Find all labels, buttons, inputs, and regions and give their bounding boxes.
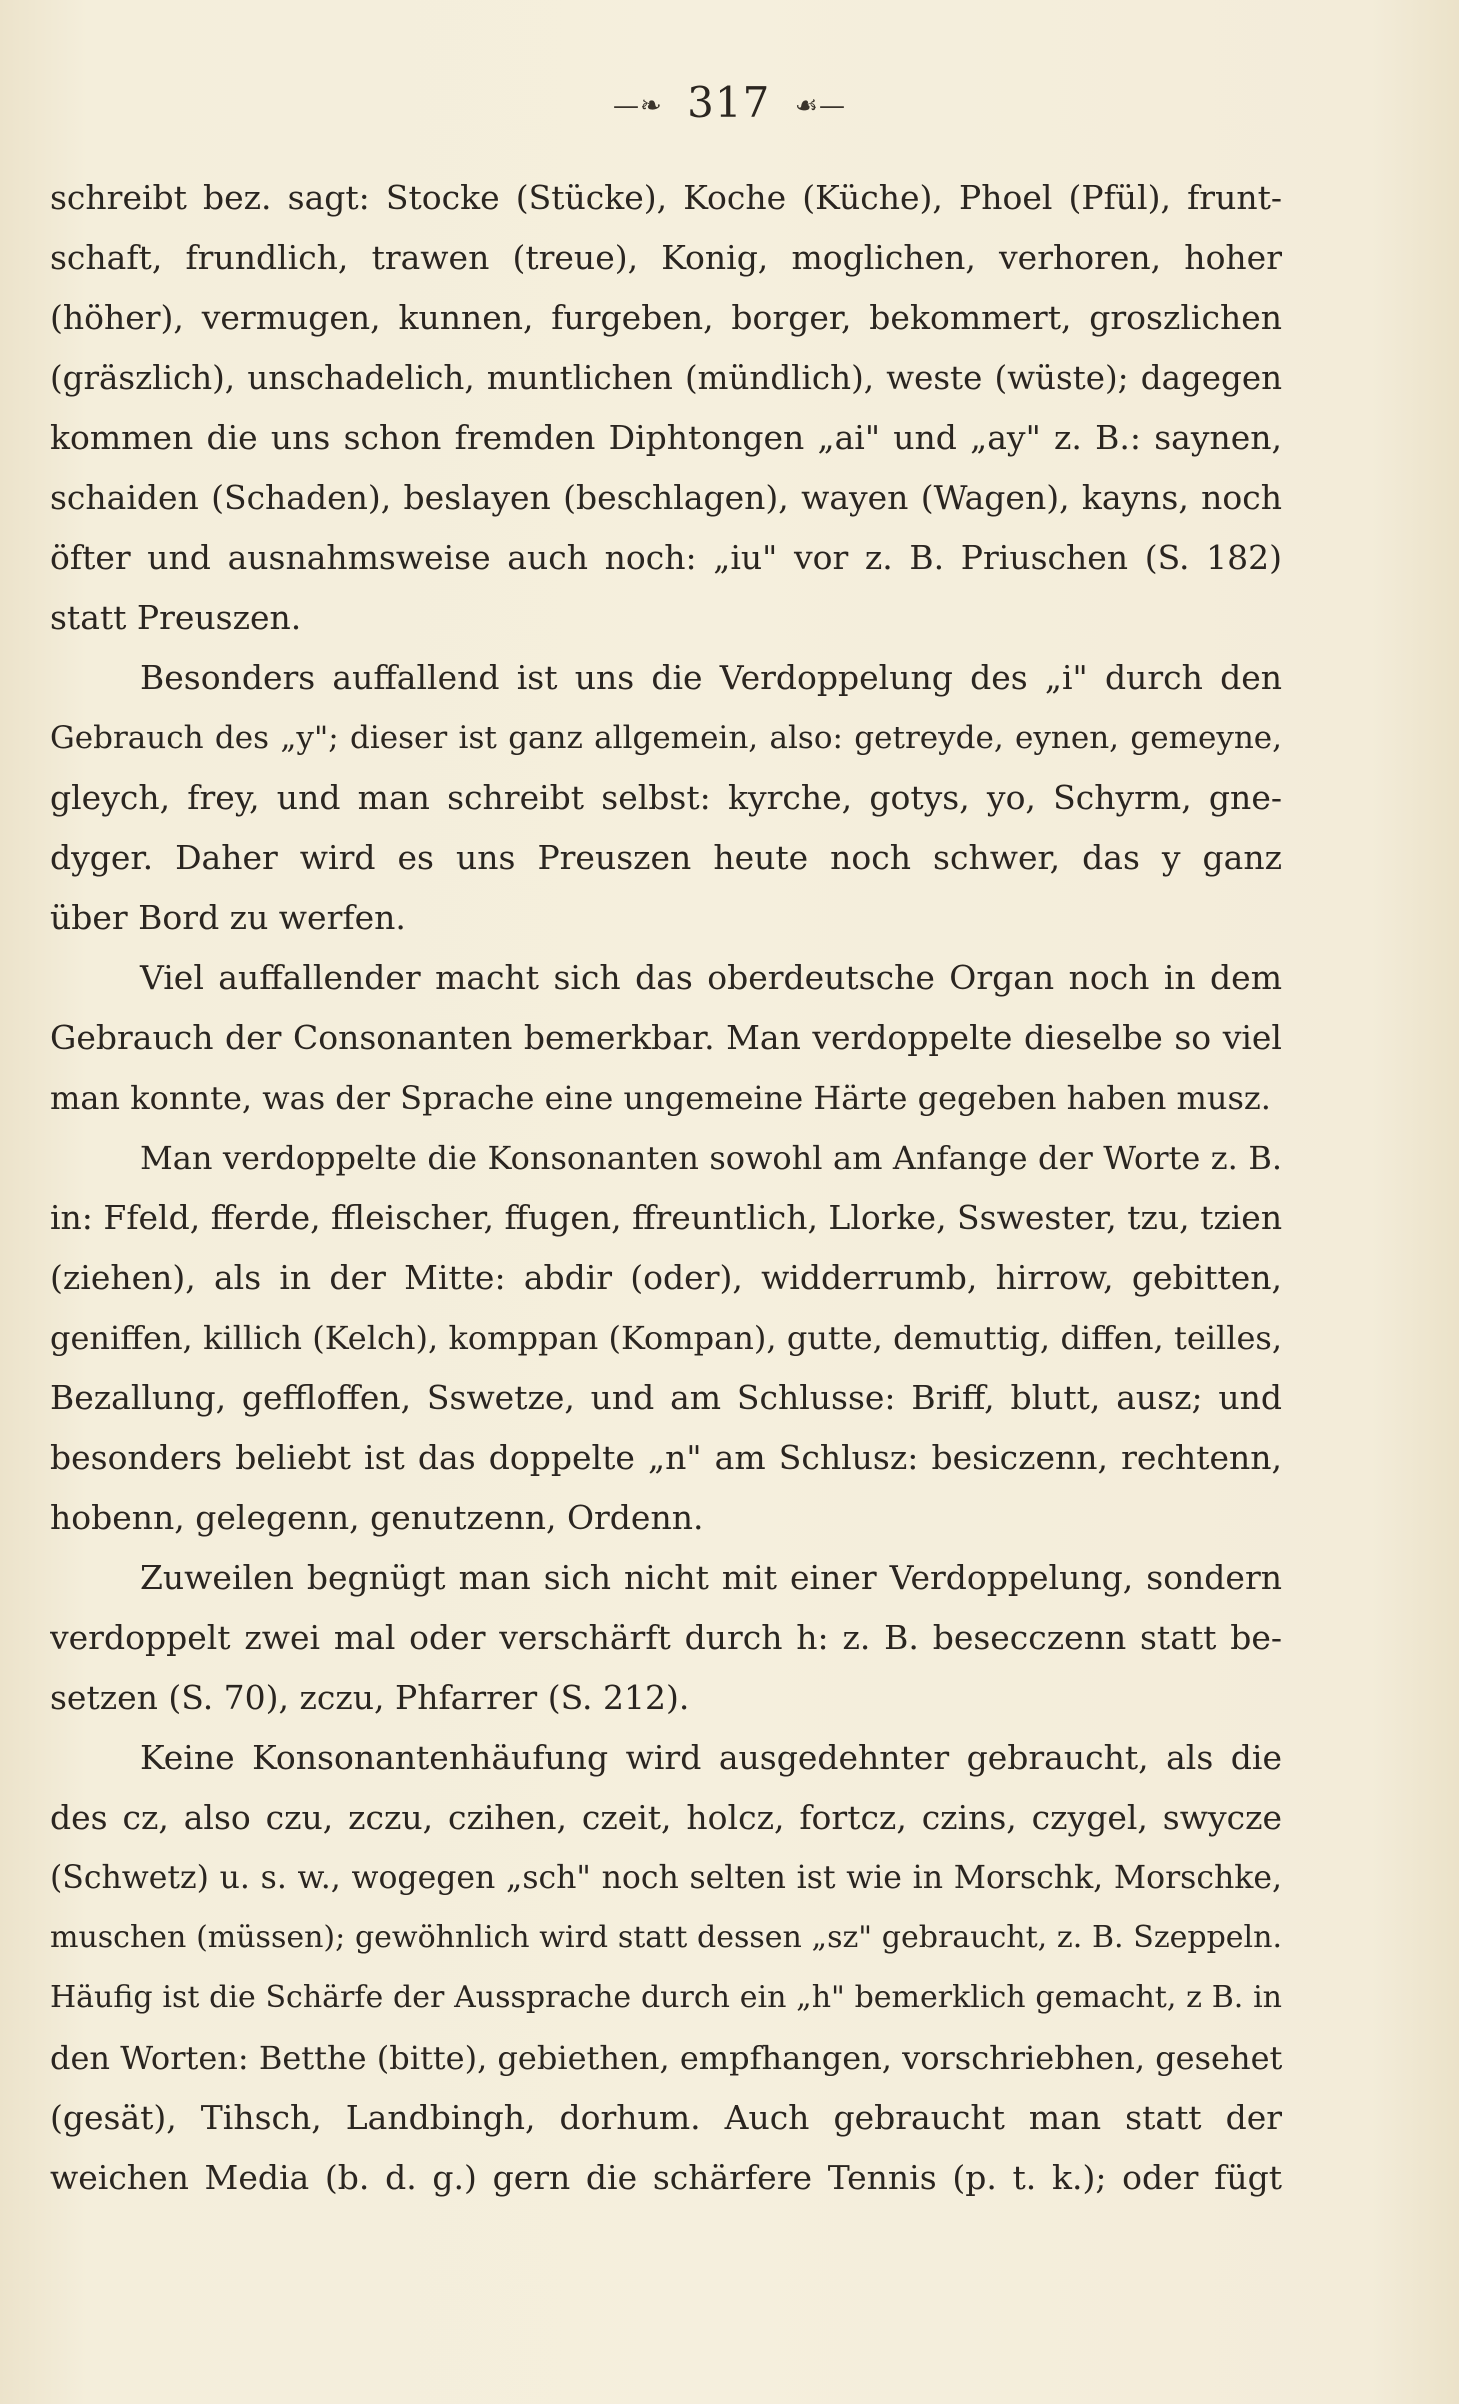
text-line: (gräszlich), unschadelich, muntlichen (mündlich), weste (wüste); dagegen xyxy=(50,359,1282,397)
text-line: hobenn, gelegenn, genutzenn, Ordenn. xyxy=(50,1498,704,1537)
text-line: muschen (müssen); gewöhnlich wird statt dessen „sz" gebraucht, z. B. Szeppeln. xyxy=(50,1920,1282,1955)
text-line: verdoppelt zwei mal oder verschärft durch h: z. B. besecczenn statt be- xyxy=(50,1618,1282,1657)
right-ornament: ☙— xyxy=(794,91,846,121)
text-line: Häufig ist die Schärfe der Aussprache durch ein „h" bemerklich gemacht, z B. in xyxy=(50,1980,1282,2015)
page-header xyxy=(0,78,1459,127)
text-line: den Worten: Betthe (bitte), gebiethen, empfhangen, vorschriebhen, gesehet xyxy=(50,2039,1282,2077)
text-line: man konnte, was der Sprache eine ungemeine Härte gegeben haben musz. xyxy=(50,1079,1271,1117)
text-line: setzen (S. 70), zczu, Phfarrer (S. 212). xyxy=(50,1678,690,1717)
text-line: Viel auffallender macht sich das oberdeutsche Organ noch in dem xyxy=(140,958,1282,997)
text-line: geniffen, killich (Kelch), komppan (Kompan), gutte, demuttig, diffen, teilles, xyxy=(50,1319,1282,1357)
text-line: kommen die uns schon fremden Diphtongen „ai" und „ay" z. B.: saynen, xyxy=(50,418,1282,457)
text-line: schaft, frundlich, trawen (treue), Konig, moglichen, verhoren, hoher xyxy=(50,238,1282,277)
text-line: (höher), vermugen, kunnen, furgeben, borger, bekommert, groszlichen xyxy=(50,298,1282,337)
text-line: Gebrauch der Consonanten bemerkbar. Man verdoppelte dieselbe so viel xyxy=(50,1018,1282,1057)
page-number: 317 xyxy=(687,78,771,127)
text-line: in: Ffeld, fferde, ffleischer, ffugen, ffreuntlich, Llorke, Sswester, tzu, tzien xyxy=(50,1198,1282,1237)
text-line: dyger. Daher wird es uns Preuszen heute noch schwer, das y ganz xyxy=(50,838,1282,877)
text-line: weichen Media (b. d. g.) gern die schärfere Tennis (p. t. k.); oder fügt xyxy=(50,2158,1282,2197)
text-line: (Schwetz) u. s. w., wogegen „sch" noch selten ist wie in Morschk, Morschke, xyxy=(50,1860,1282,1896)
text-line: (ziehen), als in der Mitte: abdir (oder), widderrumb, hirrow, gebitten, xyxy=(50,1258,1282,1297)
body-text xyxy=(50,168,1282,2208)
text-line: schreibt bez. sagt: Stocke (Stücke), Koche (Küche), Phoel (Pfül), frunt- xyxy=(50,178,1282,217)
left-ornament: —❧ xyxy=(613,91,663,121)
text-line: Keine Konsonantenhäufung wird ausgedehnter gebraucht, als die xyxy=(140,1738,1282,1777)
text-line: Besonders auffallend ist uns die Verdoppelung des „i" durch den xyxy=(140,658,1282,697)
text-line: statt Preuszen. xyxy=(50,598,302,637)
text-line: Man verdoppelte die Konsonanten sowohl am Anfange der Worte z. B. xyxy=(140,1139,1282,1177)
text-line: des cz, also czu, zczu, czihen, czeit, holcz, fortcz, czins, czygel, swycze xyxy=(50,1798,1282,1837)
text-line: gleych, frey, und man schreibt selbst: kyrche, gotys, yo, Schyrm, gne- xyxy=(50,778,1282,817)
text-line: Bezallung, geffloffen, Sswetze, und am Schlusse: Briff, blutt, ausz; und xyxy=(50,1378,1282,1417)
text-line: öfter und ausnahmsweise auch noch: „iu" vor z. B. Priuschen (S. 182) xyxy=(50,538,1282,577)
text-line: Zuweilen begnügt man sich nicht mit einer Verdoppelung, sondern xyxy=(140,1558,1282,1597)
text-line: (gesät), Tihsch, Landbingh, dorhum. Auch gebraucht man statt der xyxy=(50,2098,1282,2137)
text-line: Gebrauch des „y"; dieser ist ganz allgemein, also: getreyde, eynen, gemeyne, xyxy=(50,720,1282,756)
text-line: besonders beliebt ist das doppelte „n" am Schlusz: besiczenn, rechtenn, xyxy=(50,1438,1282,1477)
text-line: schaiden (Schaden), beslayen (beschlagen), wayen (Wagen), kayns, noch xyxy=(50,478,1282,517)
text-line: über Bord zu werfen. xyxy=(50,898,406,937)
